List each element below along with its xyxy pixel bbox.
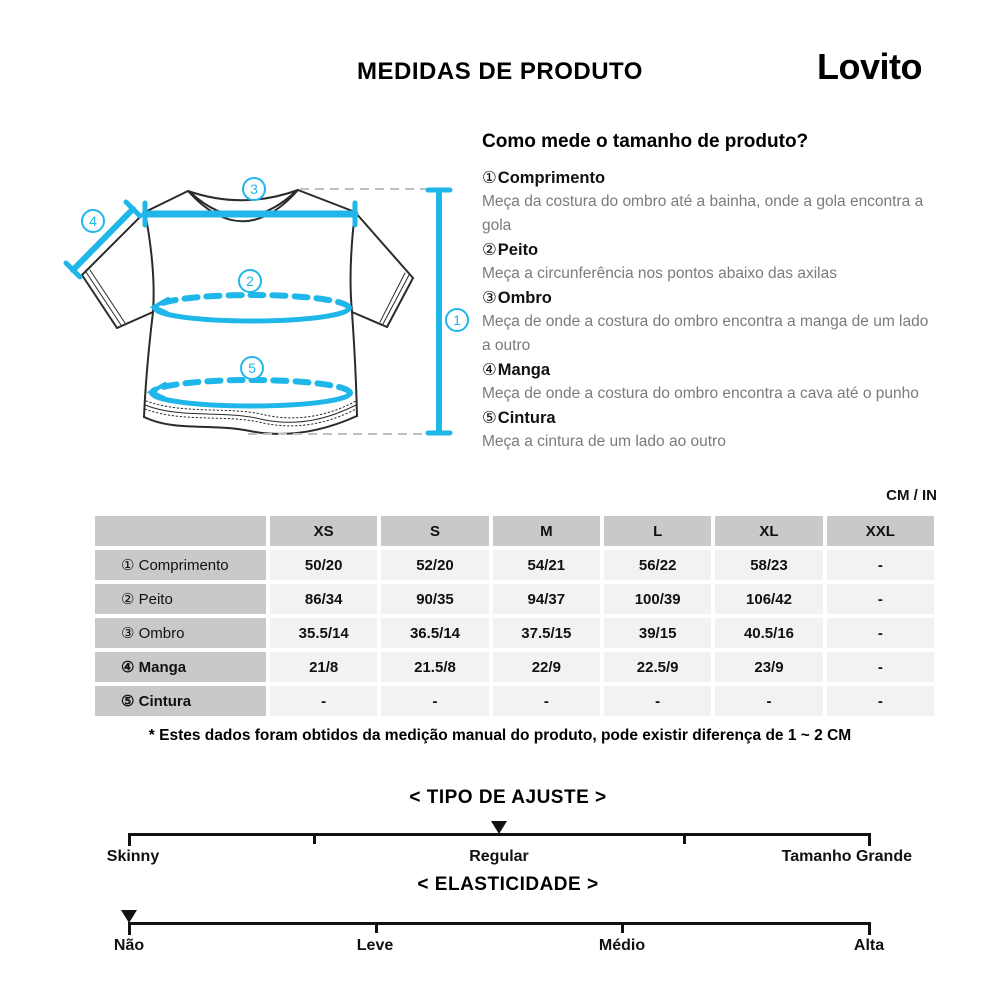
col-header-l: L [604, 516, 711, 546]
tick [868, 922, 871, 935]
tick [313, 833, 316, 844]
diagram-marker-3 [243, 178, 265, 200]
cell-value: 54/21 [493, 550, 600, 580]
elasticity-label-leve: Leve [356, 937, 394, 954]
diagram-marker-1 [446, 309, 468, 331]
item-number: ④ [482, 361, 497, 379]
cell-value: 94/37 [493, 584, 600, 614]
svg-text:1: 1 [453, 312, 461, 328]
how-to-measure-section [482, 131, 940, 454]
cell-value: - [827, 686, 934, 716]
item-number: ⑤ [482, 409, 497, 427]
measure-sleeve-line [66, 202, 140, 277]
measure-waist-ellipse [151, 380, 350, 406]
cell-value: - [827, 584, 934, 614]
tshirt-measurement-diagram [60, 160, 480, 470]
fit-marker-icon [491, 821, 507, 834]
row-label: ① Comprimento [95, 550, 266, 580]
cell-value: 40.5/16 [715, 618, 822, 648]
tshirt-outline [82, 190, 413, 434]
item-description: Meça da costura do ombro até a bainha, onde a gola encontra a gola [482, 193, 924, 234]
cell-value: 58/23 [715, 550, 822, 580]
cell-value: 86/34 [270, 584, 377, 614]
cell-value: 21/8 [270, 652, 377, 682]
col-header-xl: XL [715, 516, 822, 546]
col-header-xs: XS [270, 516, 377, 546]
brand-logo: Lovito [817, 46, 922, 87]
tick [868, 833, 871, 846]
tick [375, 922, 378, 933]
cell-value: 22/9 [493, 652, 600, 682]
item-description: Meça a circunferência nos pontos abaixo das axilas [482, 265, 837, 282]
cell-value: 35.5/14 [270, 618, 377, 648]
table-row-cintura [95, 686, 934, 716]
item-number: ① [482, 169, 497, 187]
corner-cell [95, 516, 266, 546]
svg-text:5: 5 [248, 360, 256, 376]
row-label: ④ Manga [95, 652, 266, 682]
cell-value: 23/9 [715, 652, 822, 682]
tick [683, 833, 686, 844]
measure-item-comprimento [482, 166, 940, 238]
elasticity-marker-icon [121, 910, 137, 923]
cell-value: 50/20 [270, 550, 377, 580]
item-number: ② [482, 241, 497, 259]
measure-item-cintura [482, 406, 940, 454]
measure-shoulder-line [145, 203, 355, 225]
fit-type-scale [104, 787, 912, 870]
table-row-peito [95, 584, 934, 614]
elasticity-label-alta: Alta [853, 937, 885, 954]
fit-scale-track [129, 833, 869, 836]
cell-value: 56/22 [604, 550, 711, 580]
col-header-m: M [493, 516, 600, 546]
cell-value: - [827, 618, 934, 648]
item-term: Manga [497, 361, 551, 379]
elasticity-scale-title: < ELASTICIDADE > [417, 874, 599, 895]
tick [128, 922, 131, 935]
size-table-header-row [95, 516, 934, 546]
cell-value: 36.5/14 [381, 618, 488, 648]
row-label: ② Peito [95, 584, 266, 614]
diagram-marker-5 [241, 357, 263, 379]
item-description: Meça de onde a costura do ombro encontra a cava até o punho [482, 385, 919, 402]
svg-text:2: 2 [246, 273, 254, 289]
cell-value: 21.5/8 [381, 652, 488, 682]
cell-value: - [827, 652, 934, 682]
cell-value: - [715, 686, 822, 716]
tick [128, 833, 131, 846]
cell-value: - [827, 550, 934, 580]
measure-item-peito [482, 238, 940, 286]
unit-label: CM / IN [886, 487, 937, 504]
svg-text:3: 3 [250, 181, 258, 197]
cell-value: 106/42 [715, 584, 822, 614]
diagram-marker-4 [82, 210, 104, 232]
diagram-marker-2 [239, 270, 261, 292]
item-term: Ombro [497, 289, 552, 307]
measurement-disclaimer: * Estes dados foram obtidos da medição manual do produto, pode existir diferença de 1 ~ 2 CM [148, 727, 852, 744]
elasticity-label-nao: Não [113, 937, 145, 954]
fit-label-tamanho-grande: Tamanho Grande [781, 848, 912, 865]
item-description: Meça de onde a costura do ombro encontra a manga de um lado a outro [482, 313, 929, 354]
table-row-comprimento [95, 550, 934, 580]
cell-value: - [270, 686, 377, 716]
elasticity-scale [104, 874, 912, 959]
size-table [91, 512, 938, 720]
cell-value: - [493, 686, 600, 716]
row-label: ③ Ombro [95, 618, 266, 648]
item-description: Meça a cintura de um lado ao outro [482, 433, 726, 450]
cell-value: - [604, 686, 711, 716]
cell-value: 22.5/9 [604, 652, 711, 682]
page-title: MEDIDAS DE PRODUTO [357, 58, 643, 85]
elasticity-scale-track [129, 922, 869, 925]
cell-value: 39/15 [604, 618, 711, 648]
svg-text:4: 4 [89, 213, 97, 229]
elasticity-label-medio: Médio [598, 937, 646, 954]
measure-chest-ellipse [154, 295, 349, 321]
how-to-heading: Como mede o tamanho de produto? [482, 131, 809, 152]
item-number: ③ [482, 289, 497, 307]
cell-value: 37.5/15 [493, 618, 600, 648]
col-header-s: S [381, 516, 488, 546]
measure-length-line [428, 190, 450, 433]
fit-label-regular: Regular [469, 848, 529, 865]
measure-item-manga [482, 358, 940, 406]
row-label: ⑤ Cintura [95, 686, 266, 716]
item-term: Cintura [497, 409, 556, 427]
col-header-xxl: XXL [827, 516, 934, 546]
table-row-ombro [95, 618, 934, 648]
cell-value: 52/20 [381, 550, 488, 580]
cell-value: - [381, 686, 488, 716]
fit-scale-title: < TIPO DE AJUSTE > [409, 787, 607, 808]
item-term: Comprimento [497, 169, 606, 187]
fit-label-skinny: Skinny [106, 848, 160, 865]
table-row-manga [95, 652, 934, 682]
measure-item-ombro [482, 286, 940, 358]
cell-value: 90/35 [381, 584, 488, 614]
tick [621, 922, 624, 933]
item-term: Peito [497, 241, 539, 259]
cell-value: 100/39 [604, 584, 711, 614]
